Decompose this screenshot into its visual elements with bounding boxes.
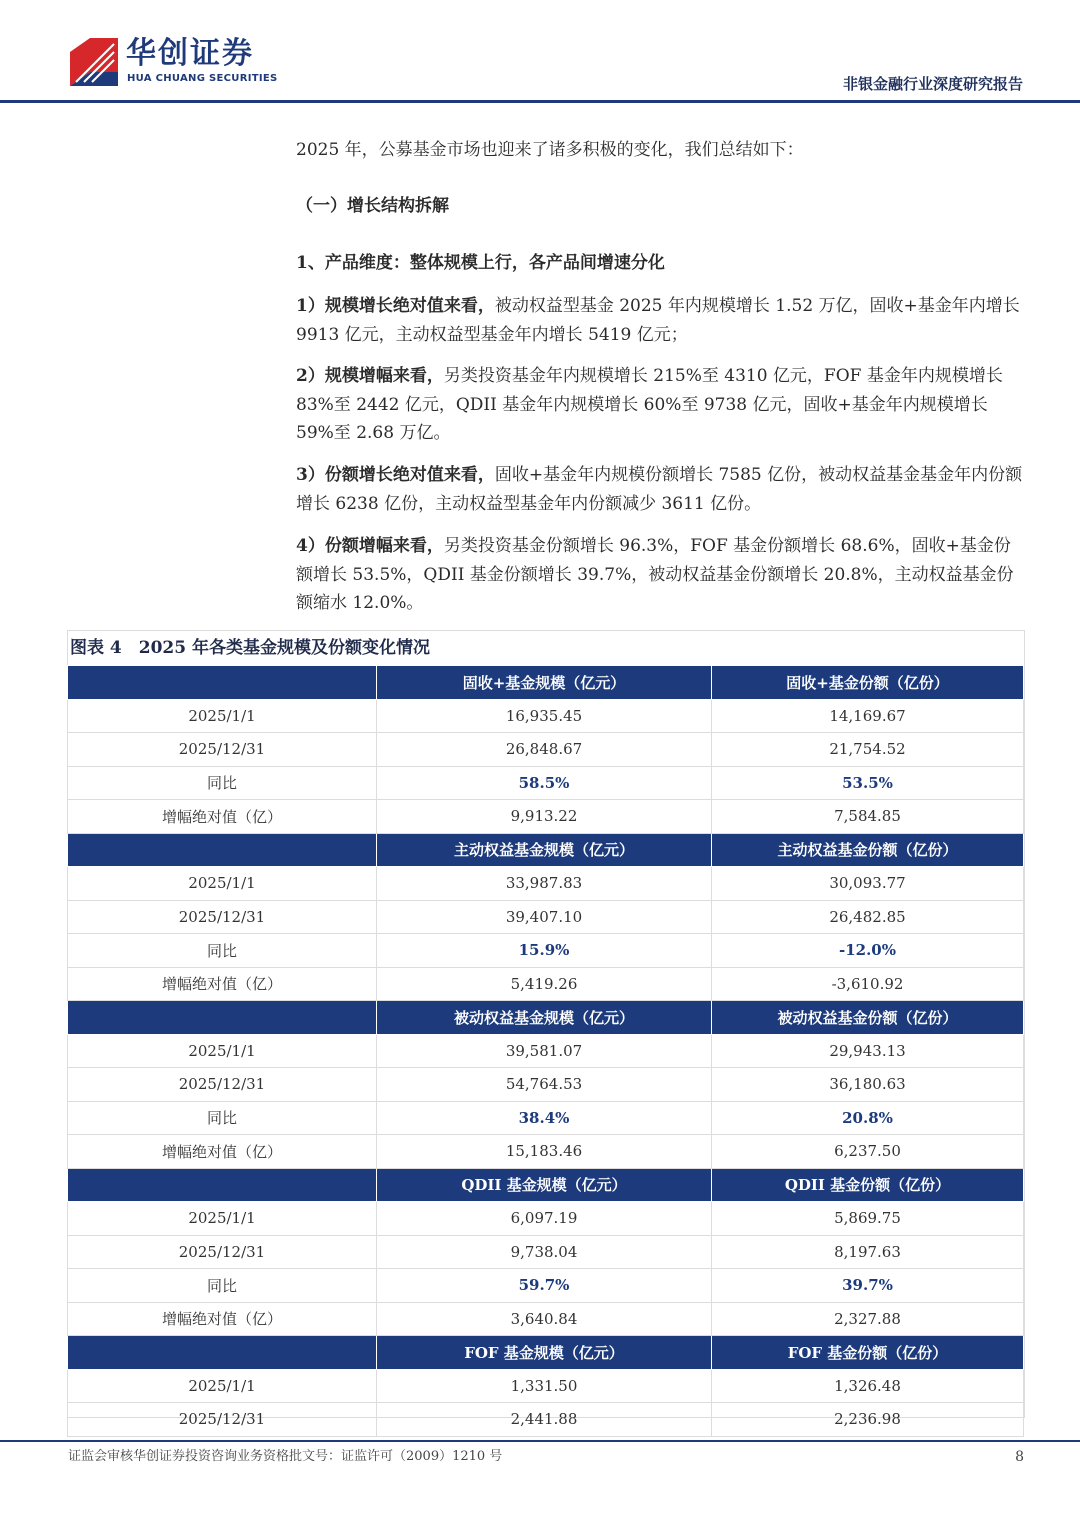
table-row (68, 1034, 1024, 1068)
paragraph-lead: 3）份额增长绝对值来看， (296, 465, 495, 485)
table-row (68, 1202, 1024, 1236)
header-blank-cell (68, 1168, 377, 1202)
scale-value-cell: 58.5% (377, 766, 712, 800)
table-row (68, 1101, 1024, 1135)
intro-paragraph: 2025 年，公募基金市场也迎来了诸多积极的变化，我们总结如下： (296, 140, 804, 160)
share-value-cell: 8,197.63 (712, 1235, 1024, 1269)
share-value-cell: -12.0% (712, 934, 1024, 968)
share-value-cell: -3,610.92 (712, 967, 1024, 1001)
share-value-cell: 6,237.50 (712, 1135, 1024, 1169)
share-value-cell: 1,326.48 (712, 1369, 1024, 1403)
figure-title: 图表 4 2025 年各类基金规模及份额变化情况 (70, 638, 430, 658)
row-label-cell: 2025/1/1 (68, 1034, 377, 1068)
share-value-cell: 29,943.13 (712, 1034, 1024, 1068)
share-value-cell: 26,482.85 (712, 900, 1024, 934)
table-row (68, 733, 1024, 767)
table-row (68, 800, 1024, 834)
row-label-cell: 增幅绝对值（亿） (68, 1302, 377, 1336)
scale-header-cell: 主动权益基金规模（亿元） (377, 833, 712, 867)
header-blank-cell (68, 666, 377, 700)
paragraph-lead: 1）规模增长绝对值来看， (296, 296, 495, 316)
share-value-cell: 39.7% (712, 1269, 1024, 1303)
scale-value-cell: 39,581.07 (377, 1034, 712, 1068)
brand-logo-icon (70, 38, 118, 86)
row-label-cell: 同比 (68, 934, 377, 968)
footer-divider (0, 1440, 1080, 1442)
table-row (68, 1269, 1024, 1303)
table-row (68, 699, 1024, 733)
scale-value-cell: 1,331.50 (377, 1369, 712, 1403)
table-group-header (68, 666, 1024, 700)
scale-value-cell: 9,913.22 (377, 800, 712, 834)
header-blank-cell (68, 1336, 377, 1370)
brand-name-en: HUA CHUANG SECURITIES (127, 73, 278, 84)
share-value-cell: 20.8% (712, 1101, 1024, 1135)
scale-header-cell: 被动权益基金规模（亿元） (377, 1001, 712, 1035)
scale-value-cell: 5,419.26 (377, 967, 712, 1001)
scale-value-cell: 26,848.67 (377, 733, 712, 767)
row-label-cell: 增幅绝对值（亿） (68, 1135, 377, 1169)
fund-change-table (67, 665, 1024, 1437)
share-value-cell: 30,093.77 (712, 867, 1024, 901)
row-label-cell: 增幅绝对值（亿） (68, 800, 377, 834)
share-value-cell: 53.5% (712, 766, 1024, 800)
table-group-header (68, 833, 1024, 867)
paragraph-share-absolute (296, 461, 1024, 518)
scale-header-cell: 固收+基金规模（亿元） (377, 666, 712, 700)
share-header-cell: 固收+基金份额（亿份） (712, 666, 1024, 700)
paragraph-lead: 4）份额增幅来看， (296, 536, 444, 556)
table-row (68, 934, 1024, 968)
share-header-cell: FOF 基金份额（亿份） (712, 1336, 1024, 1370)
paragraph-text: 固收+基金年内规模份额增长 7585 亿份，被动权益基金基金年内份额增长 6238 亿份，主动权益型基金年内份额减少 3611 亿份。 (296, 465, 1023, 514)
table-row (68, 766, 1024, 800)
scale-value-cell: 2,441.88 (377, 1403, 712, 1437)
row-label-cell: 同比 (68, 1101, 377, 1135)
paragraph-scale-absolute (296, 292, 1024, 349)
share-value-cell: 36,180.63 (712, 1068, 1024, 1102)
table-row (68, 1235, 1024, 1269)
paragraph-share-growth (296, 532, 1024, 618)
report-title: 非银金融行业深度研究报告 (842, 75, 1023, 93)
scale-value-cell: 9,738.04 (377, 1235, 712, 1269)
share-header-cell: 主动权益基金份额（亿份） (712, 833, 1024, 867)
table-body (68, 666, 1024, 1437)
row-label-cell: 2025/1/1 (68, 699, 377, 733)
share-value-cell: 21,754.52 (712, 733, 1024, 767)
scale-value-cell: 33,987.83 (377, 867, 712, 901)
share-value-cell: 7,584.85 (712, 800, 1024, 834)
share-header-cell: QDII 基金份额（亿份） (712, 1168, 1024, 1202)
row-label-cell: 2025/12/31 (68, 1403, 377, 1437)
paragraph-text: 被动权益型基金 2025 年内规模增长 1.52 万亿，固收+基金年内增长 9913 亿元，主动权益型基金年内增长 5419 亿元； (296, 296, 1020, 345)
brand-name-cn: 华创证券 (126, 36, 254, 71)
paragraph-lead: 2）规模增幅来看， (296, 366, 444, 386)
scale-value-cell: 16,935.45 (377, 699, 712, 733)
table-row (68, 1302, 1024, 1336)
row-label-cell: 2025/12/31 (68, 733, 377, 767)
scale-value-cell: 38.4% (377, 1101, 712, 1135)
table-group-header (68, 1336, 1024, 1370)
page-header (0, 0, 1080, 104)
share-header-cell: 被动权益基金份额（亿份） (712, 1001, 1024, 1035)
scale-value-cell: 6,097.19 (377, 1202, 712, 1236)
share-value-cell: 2,236.98 (712, 1403, 1024, 1437)
table-group-header (68, 1168, 1024, 1202)
row-label-cell: 2025/1/1 (68, 1369, 377, 1403)
table-row (68, 1068, 1024, 1102)
row-label-cell: 同比 (68, 1269, 377, 1303)
scale-value-cell: 54,764.53 (377, 1068, 712, 1102)
row-label-cell: 2025/12/31 (68, 1235, 377, 1269)
table-row (68, 967, 1024, 1001)
table-row (68, 1369, 1024, 1403)
header-blank-cell (68, 1001, 377, 1035)
scale-header-cell: QDII 基金规模（亿元） (377, 1168, 712, 1202)
paragraph-scale-growth (296, 362, 1024, 448)
table-row (68, 1135, 1024, 1169)
row-label-cell: 2025/12/31 (68, 1068, 377, 1102)
table-row (68, 900, 1024, 934)
scale-value-cell: 59.7% (377, 1269, 712, 1303)
scale-value-cell: 15,183.46 (377, 1135, 712, 1169)
row-label-cell: 增幅绝对值（亿） (68, 967, 377, 1001)
table-row (68, 867, 1024, 901)
section-heading: （一）增长结构拆解 (296, 196, 449, 216)
header-blank-cell (68, 833, 377, 867)
table-group-header (68, 1001, 1024, 1035)
row-label-cell: 2025/12/31 (68, 900, 377, 934)
share-value-cell: 5,869.75 (712, 1202, 1024, 1236)
scale-value-cell: 3,640.84 (377, 1302, 712, 1336)
footer-license: 证监会审核华创证券投资咨询业务资格批文号：证监许可（2009）1210 号 (68, 1449, 503, 1464)
page-number: 8 (1015, 1449, 1024, 1465)
scale-value-cell: 39,407.10 (377, 900, 712, 934)
paragraph-text: 另类投资基金份额增长 96.3%，FOF 基金份额增长 68.6%，固收+基金份额增长 53.5%，QDII 基金份额增长 39.7%，被动权益基金份额增长 20.8%，主动权益基金份额缩水 12.0%。 (296, 536, 1014, 613)
paragraph-text: 另类投资基金年内规模增长 215%至 4310 亿元，FOF 基金年内规模增长 83%至 2442 亿元，QDII 基金年内规模增长 60%至 9738 亿元，固收+基金年内规模增长 59%至 2.68 万亿。 (296, 366, 1003, 443)
share-value-cell: 14,169.67 (712, 699, 1024, 733)
table-row (68, 1403, 1024, 1437)
subsection-heading: 1、产品维度：整体规模上行，各产品间增速分化 (296, 253, 665, 273)
row-label-cell: 2025/1/1 (68, 1202, 377, 1236)
header-divider (0, 100, 1080, 103)
scale-header-cell: FOF 基金规模（亿元） (377, 1336, 712, 1370)
row-label-cell: 同比 (68, 766, 377, 800)
row-label-cell: 2025/1/1 (68, 867, 377, 901)
scale-value-cell: 15.9% (377, 934, 712, 968)
share-value-cell: 2,327.88 (712, 1302, 1024, 1336)
